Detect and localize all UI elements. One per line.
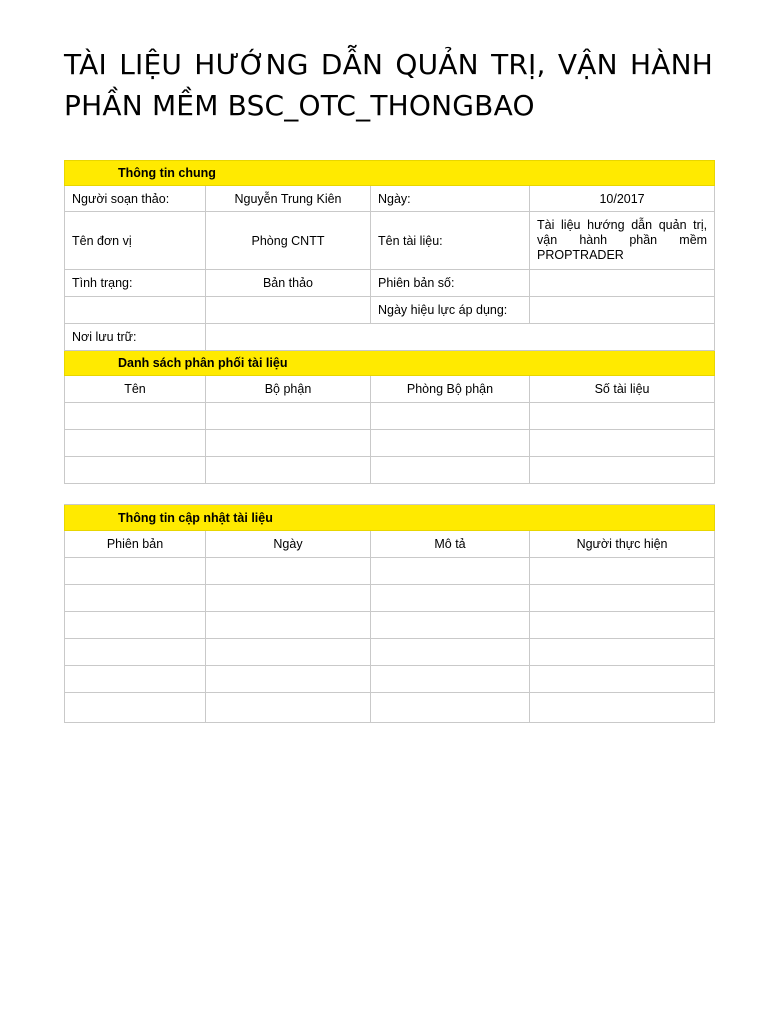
table-row [65, 430, 715, 457]
table-row [65, 212, 715, 270]
author-label: Người soạn thảo: [65, 186, 206, 212]
general-header-label: Thông tin chung [65, 161, 715, 186]
updates-column-headers [65, 531, 715, 558]
version-value [530, 270, 715, 297]
effective-date-label: Ngày hiệu lực áp dụng: [371, 297, 530, 324]
section-general-header [65, 161, 715, 186]
section-spacer [65, 484, 715, 505]
date-value: 10/2017 [530, 186, 715, 212]
date-label: Ngày: [371, 186, 530, 212]
distribution-column-headers [65, 376, 715, 403]
column-header: Người thực hiện [530, 531, 715, 558]
distribution-header-label: Danh sách phân phối tài liệu [65, 351, 715, 376]
storage-label: Nơi lưu trữ: [65, 324, 206, 351]
table-row [65, 186, 715, 212]
empty-cell [65, 297, 206, 324]
column-header: Tên [65, 376, 206, 403]
table-row [65, 639, 715, 666]
title-line-2: PHẦN MỀM BSC_OTC_THONGBAO [64, 89, 535, 122]
table-row [65, 270, 715, 297]
column-header: Phòng Bộ phận [371, 376, 530, 403]
effective-date-value [530, 297, 715, 324]
version-label: Phiên bản số: [371, 270, 530, 297]
table-row [65, 297, 715, 324]
section-updates-header [65, 505, 715, 531]
table-row [65, 457, 715, 484]
status-label: Tình trạng: [65, 270, 206, 297]
table-row [65, 693, 715, 723]
unit-value: Phòng CNTT [206, 212, 371, 270]
document-info-table [64, 160, 715, 723]
column-header: Phiên bản [65, 531, 206, 558]
column-header: Mô tả [371, 531, 530, 558]
table-row [65, 585, 715, 612]
section-distribution-header [65, 351, 715, 376]
column-header: Bộ phận [206, 376, 371, 403]
updates-header-label: Thông tin cập nhật tài liệu [65, 505, 715, 531]
unit-label: Tên đơn vị [65, 212, 206, 270]
docname-label: Tên tài liệu: [371, 212, 530, 270]
docname-value: Tài liệu hướng dẫn quản trị, vận hành phần mềm PROPTRADER [530, 212, 715, 270]
storage-value [206, 324, 715, 351]
table-row [65, 612, 715, 639]
title-line-1: TÀI LIỆU HƯỚNG DẪN QUẢN TRỊ, VẬN HÀNH [64, 48, 713, 81]
table-row [65, 666, 715, 693]
table-row [65, 403, 715, 430]
empty-cell [206, 297, 371, 324]
table-row [65, 324, 715, 351]
column-header: Số tài liệu [530, 376, 715, 403]
table-row [65, 558, 715, 585]
author-value: Nguyễn Trung Kiên [206, 186, 371, 212]
status-value: Bản thảo [206, 270, 371, 297]
page-title [64, 44, 713, 126]
column-header: Ngày [206, 531, 371, 558]
